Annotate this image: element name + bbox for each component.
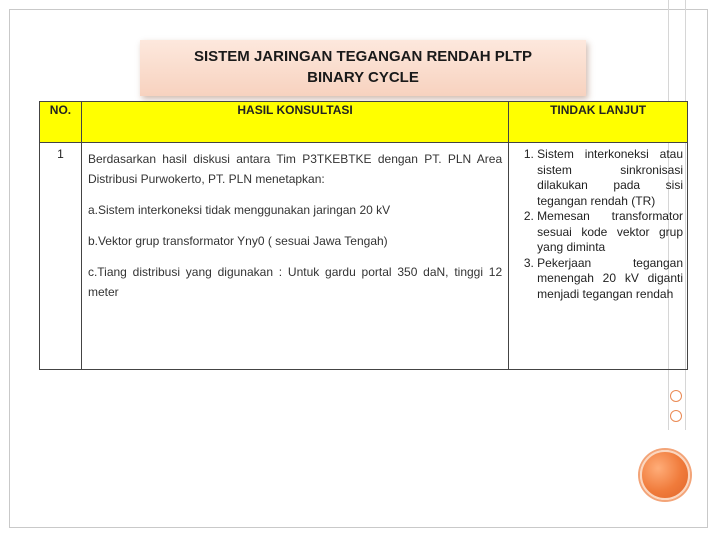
hasil-konsultasi-cell bbox=[81, 143, 508, 370]
header-tindak-lanjut: TINDAK LANJUT bbox=[509, 102, 688, 143]
hasil-item-a: a.Sistem interkoneksi tidak menggunakan jaringan 20 kV bbox=[87, 203, 391, 217]
ring-icon bbox=[670, 390, 682, 402]
hasil-paragraph: Berdasarkan hasil diskusi antara Tim P3TKEBTKE dengan PT. PLN Area Distribusi Purwokerto, PT. PLN menetapkan: bbox=[87, 152, 503, 186]
hasil-item-c: c.Tiang distribusi yang digunakan : Untuk gardu portal 350 daN, tinggi 12 meter bbox=[87, 265, 503, 299]
tindak-lanjut-cell bbox=[509, 143, 688, 370]
title-line-2: BINARY CYCLE bbox=[307, 69, 419, 86]
tindak-lanjut-list bbox=[509, 147, 683, 302]
title-line-1: SISTEM JARINGAN TEGANGAN RENDAH PLTP bbox=[193, 48, 533, 65]
table-row bbox=[40, 143, 688, 370]
slide-title bbox=[140, 40, 586, 96]
ring-icon bbox=[670, 410, 682, 422]
row-number: 1 bbox=[40, 143, 82, 370]
table-header-row bbox=[40, 102, 688, 143]
consultation-table bbox=[39, 101, 688, 370]
hasil-item-b: b.Vektor grup transformator Yny0 ( sesuai Jawa Tengah) bbox=[87, 234, 388, 248]
header-hasil-konsultasi: HASIL KONSULTASI bbox=[81, 102, 508, 143]
header-no: NO. bbox=[40, 102, 82, 143]
orange-circle-decoration bbox=[640, 450, 690, 500]
list-item: 2. Memesan transformator sesuai kode vektor grup yang diminta bbox=[537, 209, 683, 256]
list-item: 1. Sistem interkoneksi atau sistem sinkronisasi dilakukan pada sisi tegangan rendah (TR) bbox=[537, 147, 683, 209]
list-item: 3. Pekerjaan tegangan menengah 20 kV diganti menjadi tegangan rendah bbox=[537, 256, 683, 303]
